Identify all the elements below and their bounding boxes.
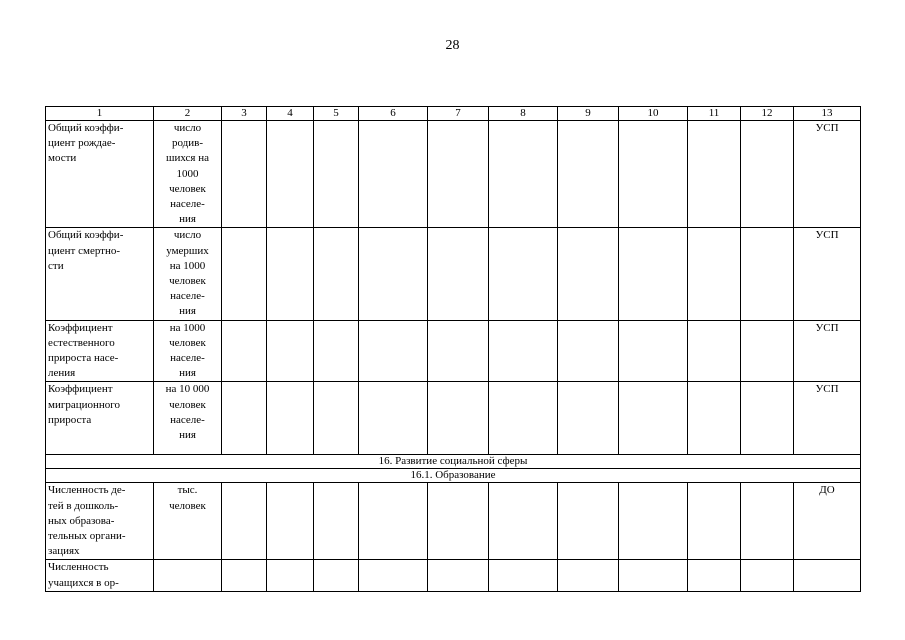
empty-cell — [558, 228, 619, 320]
responsible-cell: УСП — [794, 121, 861, 228]
column-header: 4 — [267, 107, 314, 121]
empty-cell — [489, 560, 558, 591]
indicator-name-cell — [46, 560, 154, 591]
empty-cell — [359, 483, 428, 560]
cell-line: ления — [48, 367, 76, 380]
empty-cell — [267, 560, 314, 591]
responsible-cell: УСП — [794, 228, 861, 320]
cell-line: тельных органи- — [48, 530, 126, 543]
unit-cell — [154, 320, 222, 382]
cell-line: населе- — [170, 352, 205, 365]
empty-cell — [688, 560, 741, 591]
indicator-name-cell — [46, 483, 154, 560]
empty-cell — [428, 483, 489, 560]
column-header: 8 — [489, 107, 558, 121]
unit-cell — [154, 121, 222, 228]
unit-cell — [154, 483, 222, 560]
unit-cell — [154, 382, 222, 455]
empty-cell — [489, 121, 558, 228]
empty-cell — [688, 320, 741, 382]
indicator-name-cell — [46, 228, 154, 320]
cell-line: Численность — [48, 561, 109, 574]
table-row — [46, 121, 861, 228]
responsible-cell: УСП — [794, 320, 861, 382]
cell-line: зациях — [48, 545, 80, 558]
empty-cell — [741, 320, 794, 382]
empty-cell — [267, 228, 314, 320]
empty-cell — [267, 483, 314, 560]
empty-cell — [619, 121, 688, 228]
empty-cell — [359, 121, 428, 228]
unit-cell — [154, 228, 222, 320]
page-number: 28 — [445, 38, 460, 53]
empty-cell — [558, 560, 619, 591]
section-title: 16. Развитие социальной сферы — [46, 455, 861, 469]
empty-cell — [428, 560, 489, 591]
cell-line: человек — [169, 182, 206, 195]
responsible-cell: ДО — [794, 483, 861, 560]
empty-cell — [359, 320, 428, 382]
cell-line: населе- — [170, 290, 205, 303]
empty-cell — [359, 560, 428, 591]
empty-cell — [314, 320, 359, 382]
cell-line: человек — [169, 336, 206, 349]
cell-line: циент рождае- — [48, 137, 116, 150]
column-header: 2 — [154, 107, 222, 121]
indicator-name-cell — [46, 320, 154, 382]
cell-line: на 1000 — [169, 321, 206, 334]
cell-line: Коэффициент — [48, 383, 113, 396]
unit-cell — [154, 560, 222, 591]
empty-cell — [688, 121, 741, 228]
empty-cell — [619, 560, 688, 591]
empty-cell — [267, 382, 314, 455]
table-row — [46, 382, 861, 455]
empty-cell — [359, 228, 428, 320]
cell-line: населе- — [170, 413, 205, 426]
cell-line: Общий коэффи- — [48, 229, 124, 242]
empty-cell — [489, 382, 558, 455]
column-header: 13 — [794, 107, 861, 121]
empty-cell — [222, 560, 267, 591]
empty-cell — [314, 228, 359, 320]
empty-cell — [741, 560, 794, 591]
empty-cell — [741, 382, 794, 455]
empty-cell — [619, 483, 688, 560]
cell-line: ния — [179, 429, 196, 442]
column-header: 12 — [741, 107, 794, 121]
indicator-name-cell — [46, 121, 154, 228]
cell-line: сти — [48, 259, 64, 272]
cell-line: прироста насе- — [48, 352, 119, 365]
cell-line: циент смертно- — [48, 244, 121, 257]
column-header: 9 — [558, 107, 619, 121]
empty-cell — [222, 228, 267, 320]
empty-cell — [619, 320, 688, 382]
empty-cell — [222, 382, 267, 455]
cell-line: на 1000 — [169, 259, 206, 272]
empty-cell — [741, 228, 794, 320]
column-header: 11 — [688, 107, 741, 121]
empty-cell — [222, 483, 267, 560]
cell-line: шихся на — [165, 152, 209, 165]
column-header: 5 — [314, 107, 359, 121]
column-header: 6 — [359, 107, 428, 121]
cell-line: число — [173, 122, 202, 134]
table-row — [46, 228, 861, 320]
table-row — [46, 483, 861, 560]
empty-cell — [359, 382, 428, 455]
empty-cell — [558, 121, 619, 228]
responsible-cell — [794, 560, 861, 591]
cell-line: Численность де- — [48, 484, 126, 497]
cell-line: мости — [48, 152, 77, 165]
cell-line: ния — [179, 213, 196, 226]
empty-cell — [428, 382, 489, 455]
cell-line: тей в дошколь- — [48, 499, 119, 512]
column-header: 1 — [46, 107, 154, 121]
empty-cell — [741, 483, 794, 560]
empty-cell — [489, 483, 558, 560]
empty-cell — [688, 382, 741, 455]
empty-cell — [428, 320, 489, 382]
empty-cell — [267, 121, 314, 228]
cell-line: Коэффициент — [48, 321, 113, 334]
cell-line: умерших — [166, 244, 209, 257]
cell-line: Общий коэффи- — [48, 122, 124, 134]
empty-cell — [558, 382, 619, 455]
empty-cell — [558, 483, 619, 560]
cell-line: ния — [179, 367, 196, 380]
empty-cell — [741, 121, 794, 228]
cell-line: человек — [169, 275, 206, 288]
cell-line: 1000 — [176, 167, 199, 180]
cell-line: населе- — [170, 198, 205, 211]
empty-cell — [314, 483, 359, 560]
subsection-title: 16.1. Образование — [46, 469, 861, 483]
cell-line: прироста — [48, 413, 92, 426]
empty-cell — [688, 483, 741, 560]
empty-cell — [619, 382, 688, 455]
cell-line: миграционного — [48, 398, 121, 411]
empty-cell — [558, 320, 619, 382]
cell-line: родив- — [171, 137, 204, 150]
cell-line: учащихся в ор- — [48, 576, 119, 589]
empty-cell — [222, 320, 267, 382]
empty-cell — [428, 121, 489, 228]
column-header: 10 — [619, 107, 688, 121]
cell-line: естественного — [48, 336, 115, 349]
empty-cell — [489, 320, 558, 382]
empty-cell — [314, 382, 359, 455]
empty-cell — [222, 121, 267, 228]
cell-line: число — [173, 229, 202, 242]
cell-line: человек — [169, 499, 206, 512]
subsection-title-row — [46, 469, 861, 483]
column-header: 7 — [428, 107, 489, 121]
empty-cell — [489, 228, 558, 320]
table-row — [46, 560, 861, 591]
cell-line: человек — [169, 398, 206, 411]
column-header: 3 — [222, 107, 267, 121]
table-row — [46, 320, 861, 382]
empty-cell — [619, 228, 688, 320]
header-row — [46, 107, 861, 121]
section-title-row — [46, 455, 861, 469]
indicator-name-cell — [46, 382, 154, 455]
cell-line: ных образова- — [48, 514, 115, 527]
cell-line: на 10 000 — [165, 383, 210, 396]
cell-line: ния — [179, 305, 196, 318]
empty-cell — [688, 228, 741, 320]
empty-cell — [267, 320, 314, 382]
empty-cell — [314, 560, 359, 591]
cell-line: тыс. — [177, 484, 198, 497]
responsible-cell: УСП — [794, 382, 861, 455]
empty-cell — [314, 121, 359, 228]
indicators-table — [45, 106, 861, 592]
empty-cell — [428, 228, 489, 320]
